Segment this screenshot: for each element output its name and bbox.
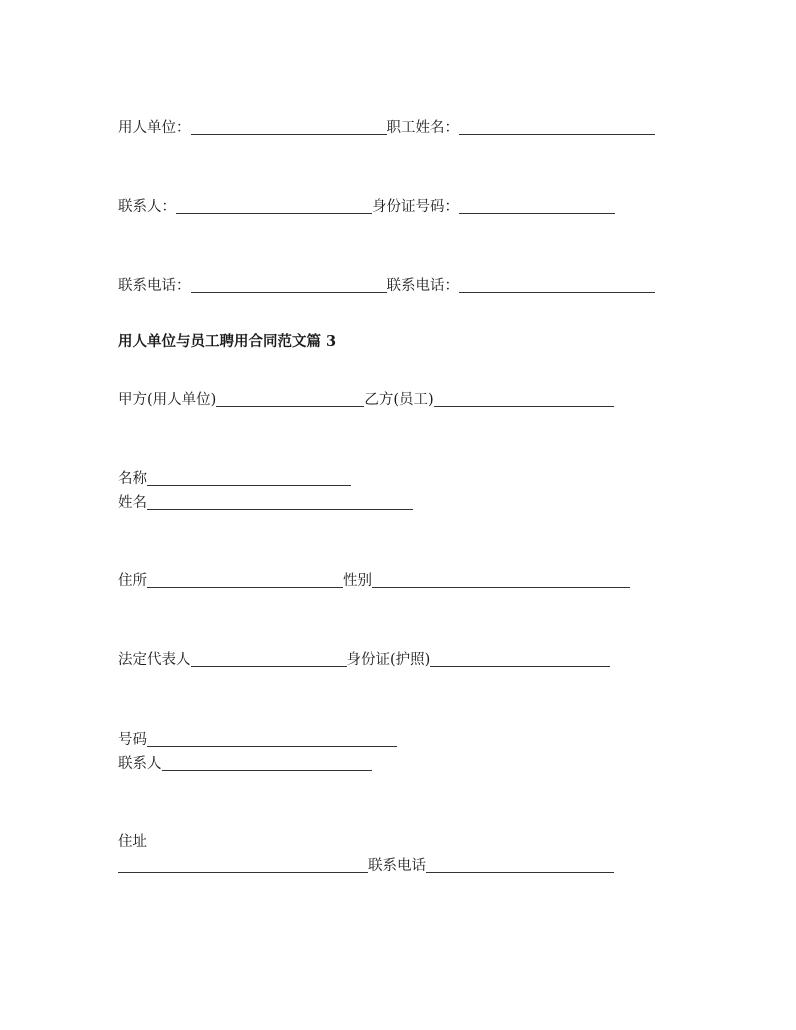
contact-person-label: 联系人: [118, 756, 162, 772]
row-contact-person: [118, 754, 372, 774]
phone-label-1: 联系电话：: [118, 278, 191, 294]
name-blank[interactable]: [147, 471, 351, 486]
number-blank[interactable]: [147, 732, 397, 747]
id-number-label: 身份证号码：: [372, 199, 459, 215]
row-number: [118, 730, 397, 750]
employee-name-blank[interactable]: [459, 120, 655, 135]
full-name-blank[interactable]: [147, 495, 413, 510]
party-b-label: 乙方(员工): [364, 392, 434, 408]
contact-phone-blank[interactable]: [426, 858, 614, 873]
row-employer: [118, 118, 655, 138]
party-a-label: 甲方(用人单位): [118, 392, 217, 408]
id-passport-blank[interactable]: [430, 652, 610, 667]
address-label: 住址: [118, 834, 147, 850]
contact-person-blank[interactable]: [162, 756, 372, 771]
row-address-label: [118, 832, 147, 852]
name-label: 名称: [118, 471, 147, 487]
gender-blank[interactable]: [372, 573, 630, 588]
address-blank[interactable]: [118, 858, 368, 873]
full-name-label: 姓名: [118, 495, 147, 511]
legal-rep-blank[interactable]: [191, 652, 347, 667]
row-contact: [118, 197, 615, 217]
contact-label: 联系人：: [118, 199, 176, 215]
party-b-blank[interactable]: [434, 392, 614, 407]
residence-label: 住所: [118, 573, 147, 589]
row-parties: [118, 390, 614, 410]
contact-blank[interactable]: [176, 199, 372, 214]
number-label: 号码: [118, 732, 147, 748]
employer-blank[interactable]: [191, 120, 387, 135]
phone-blank-1[interactable]: [191, 278, 387, 293]
party-a-blank[interactable]: [216, 392, 364, 407]
row-address: [118, 856, 614, 876]
employee-name-label: 职工姓名：: [386, 120, 459, 136]
row-phone: [118, 276, 655, 296]
id-number-blank[interactable]: [459, 199, 615, 214]
row-name: [118, 469, 351, 489]
residence-blank[interactable]: [147, 573, 343, 588]
row-legal-rep: [118, 650, 610, 670]
id-passport-label: 身份证(护照): [346, 652, 431, 668]
section-title: 用人单位与员工聘用合同范文篇 3: [118, 333, 337, 350]
phone-label-2: 联系电话：: [386, 278, 459, 294]
contact-phone-label: 联系电话: [368, 858, 426, 874]
phone-blank-2[interactable]: [459, 278, 655, 293]
gender-label: 性别: [343, 573, 372, 589]
legal-rep-label: 法定代表人: [118, 652, 191, 668]
row-full-name: [118, 493, 413, 513]
row-residence: [118, 571, 630, 591]
employer-label: 用人单位：: [118, 120, 191, 136]
